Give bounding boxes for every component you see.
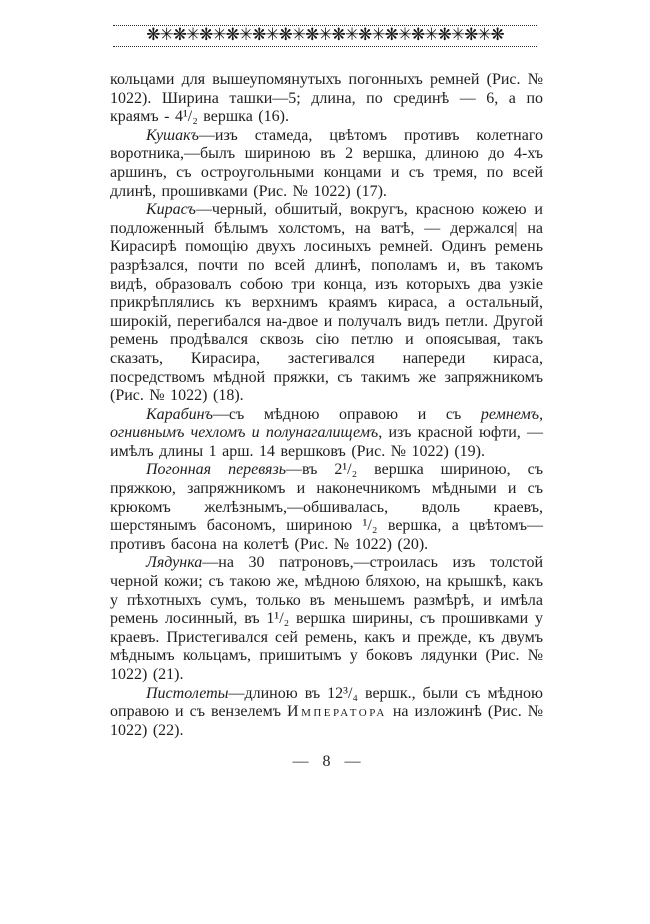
text-block <box>110 71 543 740</box>
paragraph <box>110 406 543 462</box>
text-segment: , изъ красной юфти, — имѣлъ длины 1 арш. 14 вершковъ (Рис. № 1022) (19). <box>110 424 544 460</box>
paragraph <box>110 461 543 554</box>
text-segment: Погонная перевязь <box>146 461 286 479</box>
text-segment: Кирасъ <box>146 201 196 219</box>
text-segment: Кушакъ <box>146 126 199 144</box>
text-segment: —длиною въ 12³/₄ вершк., были съ мѣдною оправою и съ вензелемъ <box>110 684 543 721</box>
paragraph <box>110 71 543 127</box>
paragraph <box>110 554 543 684</box>
text-segment: —съ мѣдною оправою и съ <box>212 405 481 423</box>
text-segment: —черный, обшитый, вокругъ, красною кожею и подложенный бѣлымъ холстомъ, на ватѣ, — держался| на Кирасирѣ помощію двухъ лосиныхъ ремней. Одинъ ремень разрѣзался, почти по всей длинѣ, пополамъ и, въ такомъ видѣ, образовалъ собою три конца, изъ которыхъ два узкіе прикрѣплялись къ верхнимъ краямъ кираса, а остальный, широкій, перегибался на-двое и получалъ видъ петли. Другой ремень продѣвался сквозь сію петлю и опоясывая, такъ сказать, Кирасира, застегивался напереди кираса, посредствомъ мѣдной пряжки, съ такимъ же запряжникомъ (Рис. № 1022) (18). <box>110 201 543 405</box>
text-segment: —на 30 патроновъ,—строилась изъ толстой черной кожи; съ такою же, мѣдною бляхою, на крышкѣ, какъ у пѣхотныхъ сумъ, только въ меньшемъ размѣрѣ, и имѣла ремень лосинный, въ 1¹/₂ вершка ширины, съ прошивками у краевъ. Пристегивался сей ремень, какъ и прежде, къ двумъ мѣднымъ кольцамъ, пришитымъ у боковъ лядунки (Рис. № 1022) (21). <box>110 554 543 683</box>
paragraph <box>110 127 543 201</box>
text-segment: Пистолеты <box>146 684 229 702</box>
text-segment: —въ 2¹/₂ вершка шириною, съ пряжкою, запряжникомъ и наконечникомъ мѣдными и съ крюкомъ желѣзнымъ,—обшивалась, вдоль краевъ, шерстянымъ басономъ, шириною ¹/₂ вершка, а цвѣтомъ—противъ басона на колетѣ (Рис. № 1022) (20). <box>110 461 543 553</box>
header-ornament: ❋✳❋✳❋✳❋✳❋✳❋✳❋✳❋✳❋✳❋✳❋✳❋✳❋✳❋ <box>113 25 537 47</box>
text-segment: кольцами для вышеупомянутыхъ погонныхъ ремней (Рис. № 1022). Ширина ташки—5; длина, по срединѣ — 6, а по краямъ - 4¹/₂ вершка (16). <box>110 71 543 126</box>
paragraph <box>110 685 543 741</box>
text-segment: Императора <box>287 703 387 721</box>
paragraph <box>110 201 543 406</box>
text-segment: на изложинѣ (Рис. № 1022) (22). <box>110 703 544 739</box>
page-number: — 8 — <box>292 753 361 770</box>
text-segment: Лядунка <box>146 554 203 572</box>
text-segment: —изъ стамеда, цвѣтомъ противъ колетнаго воротника,—былъ шириною въ 2 вершка, длиною до 4-хъ аршинъ, съ остроугольными концами и съ тремя, по всей длинѣ, прошивками (Рис. № 1022) (17). <box>110 126 543 200</box>
text-segment: Карабинъ <box>146 405 213 423</box>
text-segment: ремнемъ, огнивнымъ чехломъ и полунагалищемъ <box>110 405 543 442</box>
